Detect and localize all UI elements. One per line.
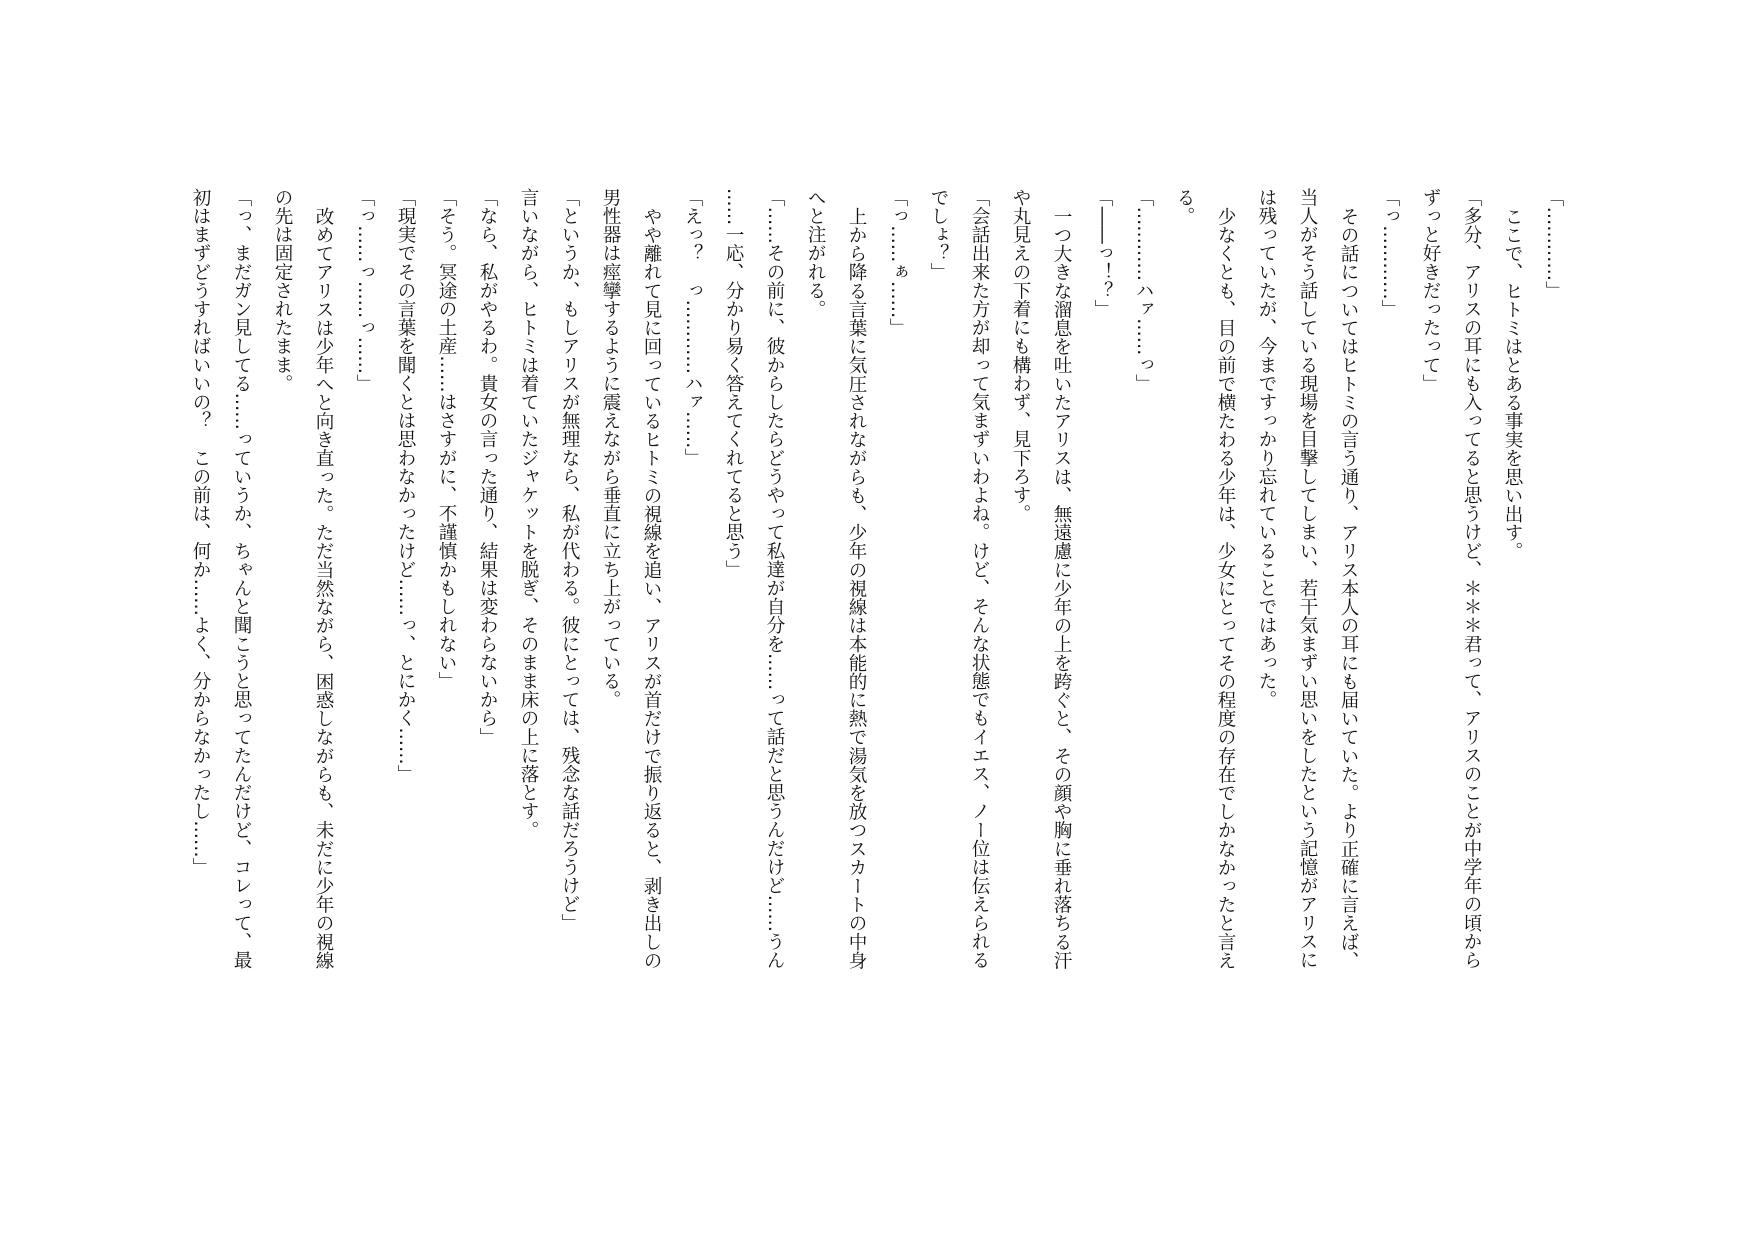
text-line: 「というか、もしアリスが無理なら、私が代わる。彼にとっては、残念な話だろうけど」 bbox=[559, 188, 580, 932]
text-line: 「そう。冥途の土産……はさすがに、不謹慎かもしれない」 bbox=[436, 188, 457, 691]
text-line: 「――っ！？」 bbox=[1092, 188, 1113, 319]
text-line: 「えっ？ っ…………ハァ……」 bbox=[682, 188, 703, 467]
text-line: 「…………ハァ……っ」 bbox=[1133, 188, 1154, 393]
text-line: 「っ…………」 bbox=[1379, 188, 1400, 319]
text-line: 男性器は痙攣するように震えながら垂直に立ち上がっている。 bbox=[600, 188, 621, 709]
text-line: 当人がそう話している現場を目撃してしまい、若干気まずい思いをしたという記憶がアリスに bbox=[1297, 188, 1318, 970]
text-line: や丸見えの下着にも構わず、見下ろす。 bbox=[1010, 188, 1031, 523]
text-line: 「なら、私がやるわ。貴女の言った通り、結果は変わらないから」 bbox=[477, 188, 498, 746]
text-line: 初はまずどうすればいいの？ この前は、何か……よく、分からなかったし……」 bbox=[190, 188, 211, 877]
text-line: へと注がれる。 bbox=[805, 188, 826, 319]
text-line: 「…………」 bbox=[1543, 188, 1564, 300]
text-line: その話についてはヒトミの言う通り、アリス本人の耳にも届いていた。より正確に言えば、 bbox=[1338, 206, 1359, 970]
text-line: 「……その前に、彼からしたらどうやって私達が自分を……って話だと思うんだけど……うん bbox=[764, 188, 785, 970]
text-line: ずっと好きだったって」 bbox=[1420, 188, 1441, 393]
text-line: 「会話出来た方が却って気まずいわよね。けど、そんな状態でもイエス、ノー位は伝えられる bbox=[969, 188, 990, 970]
text-line: ここで、ヒトミはとある事実を思い出す。 bbox=[1502, 206, 1523, 560]
text-line: 「っ、まだガン見してる……っていうか、ちゃんと聞こうと思ってたんだけど、コレって、最 bbox=[231, 188, 252, 970]
text-line: 「っ……っ……っ……」 bbox=[354, 188, 375, 393]
text-line: 言いながら、ヒトミは着ていたジャケットを脱ぎ、そのまま床の上に落とす。 bbox=[518, 188, 539, 839]
vertical-text-body bbox=[180, 188, 1574, 1088]
text-line: は残っていたが、今まですっかり忘れていることではあった。 bbox=[1256, 188, 1277, 709]
text-line: 「っ……ぁ……」 bbox=[887, 188, 908, 337]
text-line: でしょ？」 bbox=[928, 188, 949, 281]
text-line: やや離れて見に回っているヒトミの視線を追い、アリスが首だけで振り返ると、剥き出しの bbox=[641, 206, 662, 970]
text-line: 上から降る言葉に気圧されながらも、少年の視線は本能的に熱で湯気を放つスカートの中身 bbox=[846, 206, 867, 970]
text-line: 「現実でその言葉を聞くとは思わなかったけど……っ、とにかく……」 bbox=[395, 188, 416, 784]
text-line: の先は固定されたまま。 bbox=[272, 188, 293, 393]
text-line: 改めてアリスは少年へと向き直った。ただ当然ながら、困惑しながらも、未だに少年の視線 bbox=[313, 206, 334, 970]
text-line: 「多分、アリスの耳にも入ってると思うけど、＊＊＊君って、アリスのことが中学年の頃から bbox=[1461, 188, 1482, 970]
text-line: ……一応、分かり易く答えてくれてると思う」 bbox=[723, 188, 744, 579]
text-line: る。 bbox=[1174, 188, 1195, 226]
text-line: 一つ大きな溜息を吐いたアリスは、無遠慮に少年の上を跨ぐと、その顔や胸に垂れ落ちる汗 bbox=[1051, 206, 1072, 970]
text-line: 少なくとも、目の前で横たわる少年は、少女にとってその程度の存在でしかなかったと言え bbox=[1215, 206, 1236, 970]
